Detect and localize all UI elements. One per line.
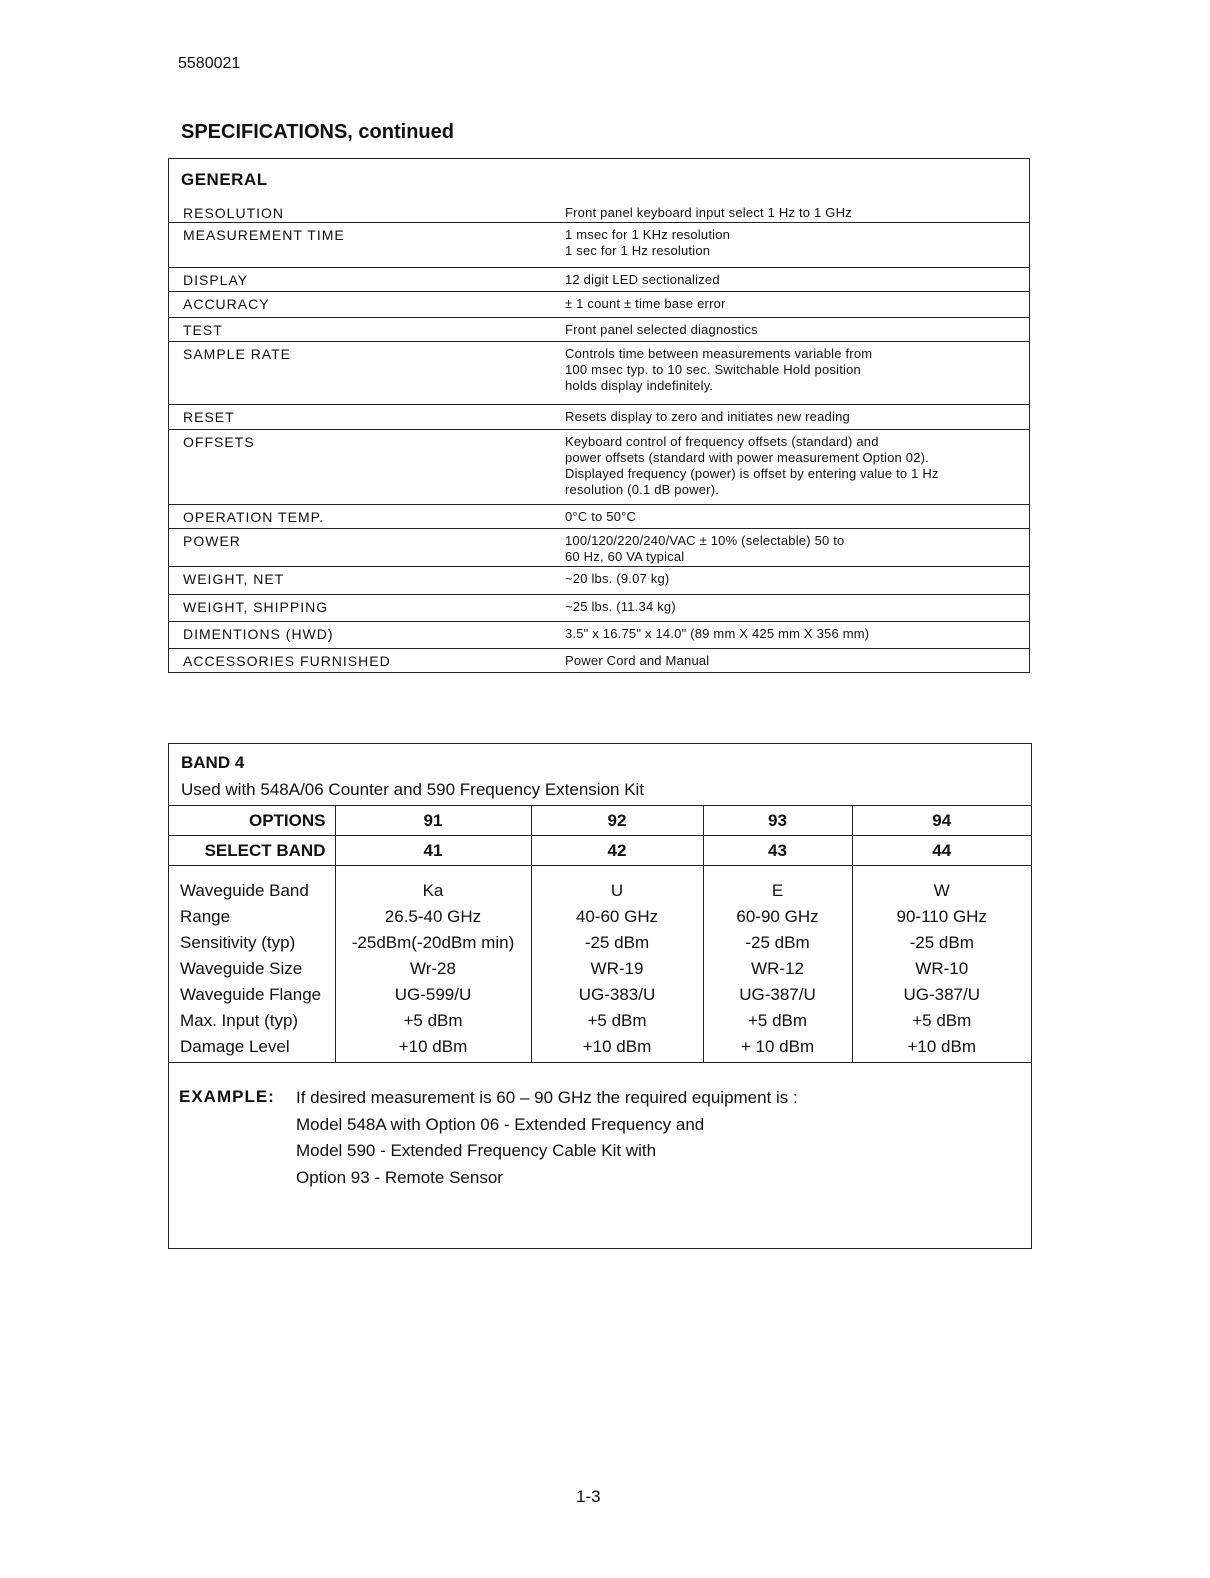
row-label: Sensitivity (typ): [180, 933, 296, 952]
spec-label: SAMPLE RATE: [183, 346, 291, 362]
spec-cell: 40-60 GHz: [575, 907, 659, 926]
spec-cell: WR-10: [915, 959, 969, 978]
spec-value: Controls time between measurements variable from 100 msec typ. to 10 sec. Switchable Hold position holds display indefinitely.: [565, 346, 873, 393]
spec-row-operation-temp: [169, 505, 1029, 529]
spec-cell: UG-387/U: [903, 985, 981, 1004]
spec-row-display: [169, 268, 1029, 292]
option-91-values: [335, 866, 531, 1063]
band4-subtitle: Used with 548A/06 Counter and 590 Frequency Extension Kit: [181, 780, 645, 799]
spec-cell: +5 dBm: [912, 1011, 972, 1030]
spec-label: POWER: [183, 533, 241, 549]
spec-cell: Wr-28: [410, 959, 456, 978]
option-92-values: [531, 866, 703, 1063]
spec-cell: + 10 dBm: [740, 1037, 815, 1056]
spec-label: WEIGHT, SHIPPING: [183, 599, 329, 615]
band-42: 42: [531, 836, 703, 866]
spec-cell: -25 dBm: [909, 933, 974, 952]
band4-title: BAND 4: [181, 753, 245, 772]
option-93-values: [703, 866, 852, 1063]
spec-cell: WR-19: [590, 959, 644, 978]
spec-value: 12 digit LED sectionalized: [565, 272, 720, 287]
page-number: 1-3: [576, 1487, 601, 1506]
example-label: EXAMPLE:: [179, 1087, 275, 1106]
spec-value: Power Cord and Manual: [565, 653, 710, 668]
general-heading: GENERAL: [181, 170, 268, 189]
spec-cell: UG-387/U: [739, 985, 816, 1004]
section-title: SPECIFICATIONS, continued: [181, 121, 454, 143]
spec-row-test: [169, 318, 1029, 342]
spec-row-resolution: [169, 203, 1029, 223]
spec-cell: +5 dBm: [403, 1011, 463, 1030]
row-label: Waveguide Band: [180, 881, 309, 900]
example-line: If desired measurement is 60 – 90 GHz the required equipment is :: [296, 1088, 798, 1107]
spec-value: Front panel selected diagnostics: [565, 322, 758, 337]
example-line: Option 93 - Remote Sensor: [296, 1167, 503, 1187]
spec-cell: U: [610, 881, 624, 900]
spec-label: ACCESSORIES FURNISHED: [183, 653, 391, 669]
spec-label: DISPLAY: [183, 272, 249, 288]
spec-value: 3.5" x 16.75" x 14.0" (89 mm X 425 mm X 356 mm): [565, 626, 870, 641]
spec-label: RESOLUTION: [183, 205, 285, 221]
example-line: Model 548A with Option 06 - Extended Frequency and: [296, 1114, 705, 1134]
spec-value: Front panel keyboard input select 1 Hz to 1 GHz: [565, 205, 852, 220]
select-band-label: SELECT BAND: [169, 836, 335, 866]
row-labels-column: [169, 866, 335, 1063]
spec-value: Resets display to zero and initiates new reading: [565, 409, 850, 424]
spec-value: ± 1 count ± time base error: [565, 296, 726, 311]
spec-row-accuracy: [169, 292, 1029, 318]
spec-value: ~20 lbs. (9.07 kg): [565, 571, 670, 586]
spec-cell: E: [771, 881, 784, 900]
spec-cell: 60-90 GHz: [736, 907, 819, 926]
spec-cell: 26.5-40 GHz: [384, 907, 482, 926]
spec-row-dimentions: [169, 622, 1029, 649]
spec-row-accessories: [169, 649, 1029, 673]
spec-cell: W: [933, 881, 950, 900]
spec-cell: +10 dBm: [398, 1037, 468, 1056]
option-94-values: [852, 866, 1031, 1063]
spec-cell: -25 dBm: [584, 933, 650, 952]
spec-label: TEST: [183, 322, 223, 338]
option-92: 92: [531, 806, 703, 836]
row-label: Damage Level: [180, 1037, 290, 1056]
option-93: 93: [703, 806, 852, 836]
example-text: [296, 1085, 798, 1191]
spec-cell: +5 dBm: [747, 1011, 808, 1030]
document-number: 5580021: [178, 55, 241, 72]
spec-cell: +10 dBm: [907, 1037, 976, 1056]
select-band-row: [169, 836, 1031, 866]
row-label: Waveguide Size: [180, 959, 303, 978]
spec-label: WEIGHT, NET: [183, 571, 285, 587]
options-label: OPTIONS: [169, 806, 335, 836]
option-91: 91: [335, 806, 531, 836]
band-43: 43: [703, 836, 852, 866]
spec-row-power: [169, 529, 1029, 567]
spec-cell: +10 dBm: [582, 1037, 652, 1056]
band-data-row: [169, 866, 1031, 1063]
spec-row-measurement-time: [169, 223, 1029, 268]
spec-cell: 90-110 GHz: [896, 907, 987, 926]
spec-value: 100/120/220/240/VAC ± 10% (selectable) 50 to 60 Hz, 60 VA typical: [565, 533, 845, 564]
example-line: Model 590 - Extended Frequency Cable Kit with: [296, 1141, 657, 1160]
band-41: 41: [335, 836, 531, 866]
row-label: Max. Input (typ): [180, 1011, 299, 1030]
spec-label: OPERATION TEMP.: [183, 509, 325, 525]
band-44: 44: [852, 836, 1031, 866]
spec-row-offsets: [169, 430, 1029, 505]
band4-box: [168, 743, 1032, 1249]
spec-label: MEASUREMENT TIME: [183, 227, 345, 243]
spec-cell: -25dBm(-20dBm min): [351, 933, 515, 952]
spec-row-reset: [169, 405, 1029, 430]
band4-table: [169, 805, 1031, 1063]
row-label: Range: [180, 907, 231, 926]
spec-value: 0°C to 50°C: [565, 509, 637, 524]
spec-row-sample-rate: [169, 342, 1029, 405]
row-label: Waveguide Flange: [180, 985, 322, 1004]
spec-cell: -25 dBm: [745, 933, 810, 952]
spec-value: Keyboard control of frequency offsets (standard) and power offsets (standard with power measurement Option 02). Displayed frequency (power) is offset by entering value to 1 Hz resolution (0.1 dB power).: [565, 434, 939, 497]
general-specs-box: [168, 158, 1030, 673]
spec-cell: Ka: [422, 881, 444, 900]
spec-value: ~25 lbs. (11.34 kg): [565, 599, 676, 614]
spec-row-weight-shipping: [169, 595, 1029, 622]
spec-cell: +5 dBm: [587, 1011, 647, 1030]
spec-cell: UG-383/U: [578, 985, 656, 1004]
spec-label: DIMENTIONS (HWD): [183, 626, 334, 642]
spec-row-weight-net: [169, 567, 1029, 595]
option-94: 94: [852, 806, 1031, 836]
spec-cell: WR-12: [751, 959, 804, 978]
spec-cell: UG-599/U: [394, 985, 472, 1004]
spec-value: 1 msec for 1 KHz resolution 1 sec for 1 Hz resolution: [565, 227, 731, 258]
options-row: [169, 806, 1031, 836]
spec-label: RESET: [183, 409, 235, 425]
spec-label: ACCURACY: [183, 296, 270, 312]
spec-label: OFFSETS: [183, 434, 255, 450]
